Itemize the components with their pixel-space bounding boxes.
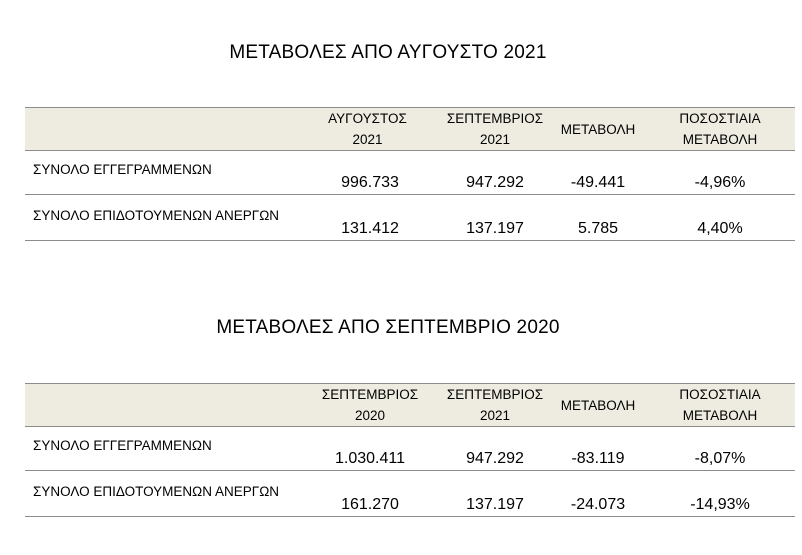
header-line1: ΜΕΤΑΒΟΛΗ bbox=[560, 121, 636, 137]
table-row bbox=[25, 149, 795, 195]
row-label: ΣΥΝΟΛΟ ΕΠΙΔΟΤΟΥΜΕΝΩΝ ΑΝΕΡΓΩΝ bbox=[33, 208, 280, 223]
header-col-4 bbox=[665, 384, 775, 426]
value-col-4: -8,07% bbox=[694, 450, 746, 467]
header-col-3 bbox=[553, 384, 643, 426]
table-header bbox=[25, 383, 795, 427]
row-label: ΣΥΝΟΛΟ ΕΓΓΕΓΡΑΜΜΕΝΩΝ bbox=[33, 162, 212, 177]
header-line1: ΣΕΠΤΕΜΒΡΙΟΣ bbox=[321, 387, 419, 402]
header-line1: ΣΕΠΤΕΜΒΡΙΟΣ bbox=[446, 387, 544, 402]
header-col-4 bbox=[665, 108, 775, 150]
value-col-4: -14,93% bbox=[690, 496, 750, 513]
value-col-2: 947.292 bbox=[466, 450, 524, 467]
header-col-2 bbox=[435, 384, 555, 426]
row-label: ΣΥΝΟΛΟ ΕΓΓΕΓΡΑΜΜΕΝΩΝ bbox=[33, 438, 212, 453]
table-row bbox=[25, 471, 795, 517]
value-col-3: -49.441 bbox=[570, 174, 626, 191]
row-label: ΣΥΝΟΛΟ ΕΠΙΔΟΤΟΥΜΕΝΩΝ ΑΝΕΡΓΩΝ bbox=[33, 484, 280, 499]
header-line1: ΜΕΤΑΒΟΛΗ bbox=[560, 397, 636, 413]
value-col-2: 947.292 bbox=[466, 174, 524, 191]
header-line2: 2020 bbox=[354, 408, 386, 423]
header-line2: ΜΕΤΑΒΟΛΗ bbox=[682, 408, 758, 423]
header-col-1 bbox=[315, 384, 425, 426]
table-row bbox=[25, 425, 795, 471]
value-col-3: -83.119 bbox=[571, 450, 625, 467]
header-line2: ΜΕΤΑΒΟΛΗ bbox=[682, 132, 758, 147]
value-col-2: 137.197 bbox=[466, 220, 524, 237]
header-line1: ΠΟΣΟΣΤΙΑΙΑ bbox=[679, 111, 761, 126]
header-line1: ΑΥΓΟΥΣΤΟΣ bbox=[328, 111, 407, 126]
value-col-4: 4,40% bbox=[697, 220, 743, 237]
value-col-1: 161.270 bbox=[341, 496, 399, 513]
value-col-1: 131.412 bbox=[341, 220, 399, 237]
table-header bbox=[25, 107, 795, 151]
header-line2: 2021 bbox=[479, 132, 511, 147]
header-col-3 bbox=[553, 108, 643, 150]
header-line2: 2021 bbox=[352, 132, 383, 147]
value-col-3: 5.785 bbox=[577, 220, 619, 237]
value-col-1: 996.733 bbox=[341, 174, 399, 191]
header-line2: 2021 bbox=[479, 408, 511, 423]
value-col-4: -4,96% bbox=[694, 174, 746, 191]
value-col-2: 137.197 bbox=[466, 496, 524, 513]
section-title: ΜΕΤΑΒΟΛΕΣ ΑΠΟ ΑΥΓΟΥΣΤΟ 2021 bbox=[229, 42, 547, 63]
header-line1: ΠΟΣΟΣΤΙΑΙΑ bbox=[679, 387, 761, 402]
section-title: ΜΕΤΑΒΟΛΕΣ ΑΠΟ ΣΕΠΤΕΜΒΡΙΟ 2020 bbox=[216, 317, 560, 338]
header-col-2 bbox=[435, 108, 555, 150]
value-col-1: 1.030.411 bbox=[335, 450, 405, 467]
table-row bbox=[25, 195, 795, 241]
value-col-3: -24.073 bbox=[570, 496, 626, 513]
header-line1: ΣΕΠΤΕΜΒΡΙΟΣ bbox=[446, 111, 544, 126]
header-col-1 bbox=[315, 108, 420, 150]
